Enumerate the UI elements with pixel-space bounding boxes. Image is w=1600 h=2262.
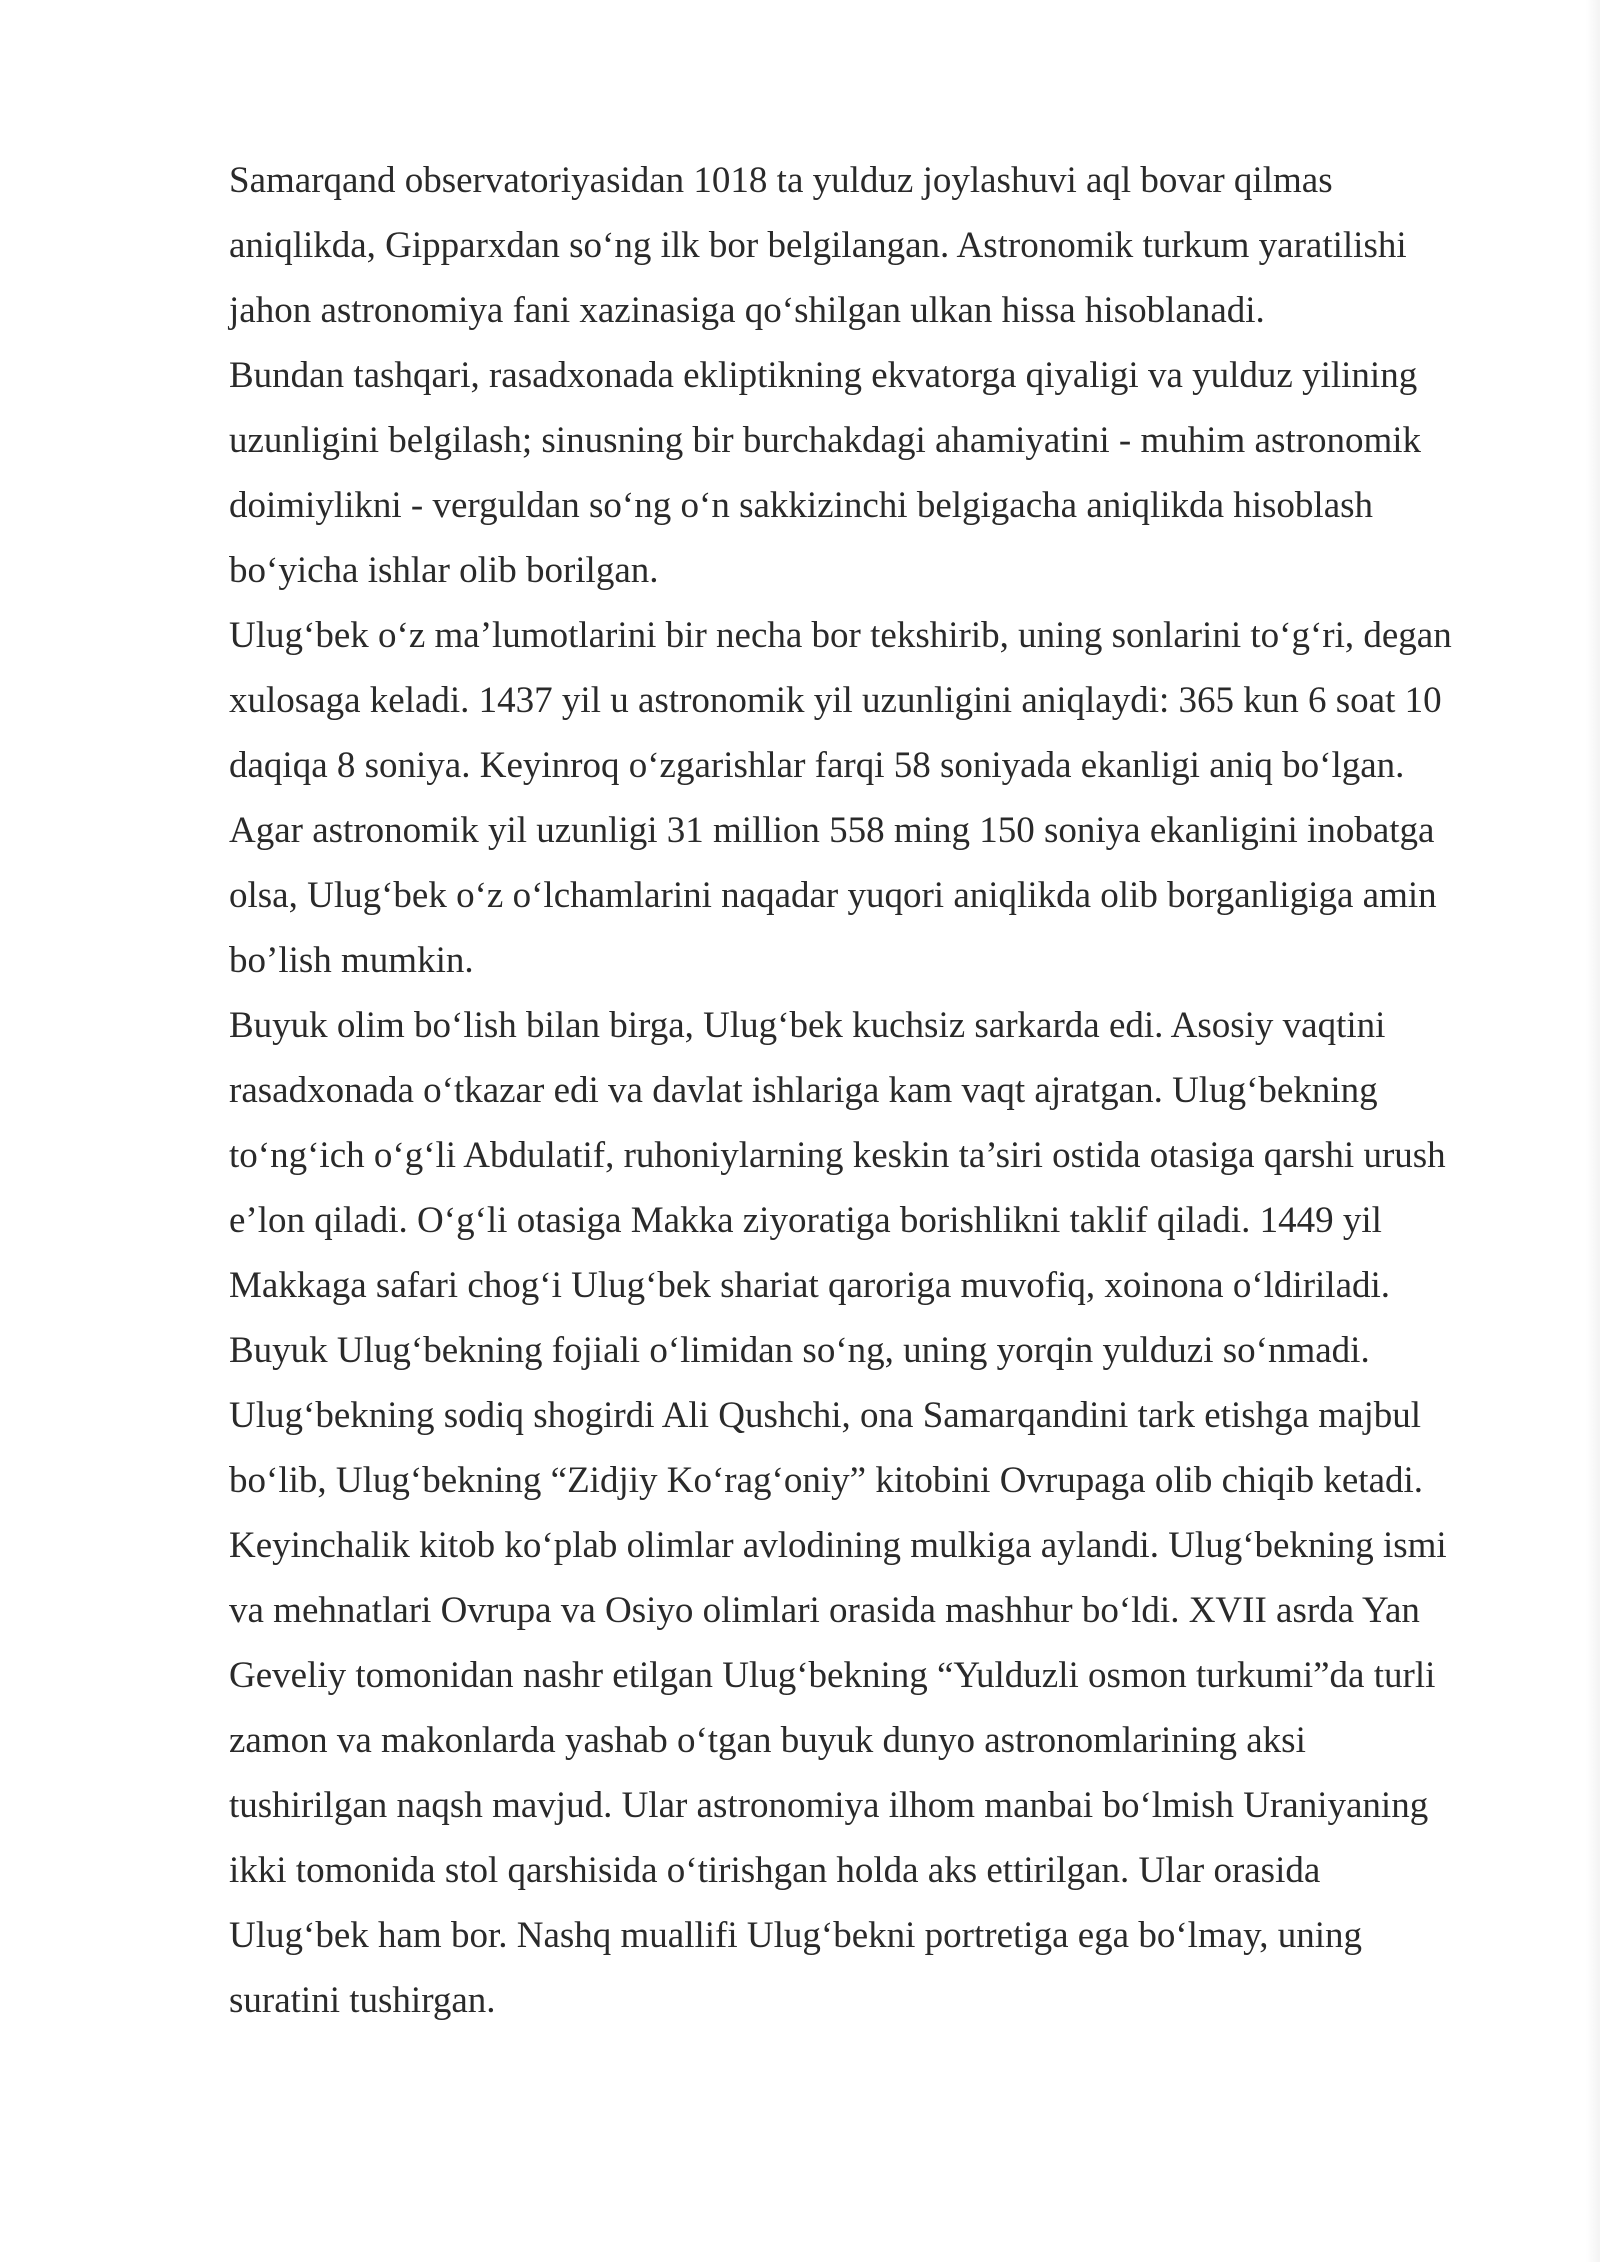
text-line: Agar astronomik yil uzunligi 31 million 558 ming 150 soniya ekanligini inobatga <box>229 810 1435 851</box>
text-line: suratini tushirgan. <box>229 1980 496 2021</box>
text-line: va mehnatlari Ovrupa va Osiyo olimlari orasida mashhur bo‘ldi. XVII asrda Yan <box>229 1590 1420 1631</box>
text-line: bo’lish mumkin. <box>229 940 474 981</box>
text-line: uzunligini belgilash; sinusning bir burchakdagi ahamiyatini - muhim astronomik <box>229 420 1422 461</box>
text-line: zamon va makonlarda yashab o‘tgan buyuk dunyo astronomlarining aksi <box>229 1720 1306 1761</box>
text-line: bo‘lib, Ulug‘bekning “Zidjiy Ko‘rag‘oniy” kitobini Ovrupaga olib chiqib ketadi. <box>229 1460 1424 1501</box>
body-text <box>229 148 1479 2033</box>
text-line: ikki tomonida stol qarshisida o‘tirishgan holda aks ettirilgan. Ular orasida <box>229 1850 1321 1891</box>
text-line: olsa, Ulug‘bek o‘z o‘lchamlarini naqadar yuqori aniqlikda olib borganligiga amin <box>229 875 1437 916</box>
text-line: doimiylikni - verguldan so‘ng o‘n sakkizinchi belgigacha aniqlikda hisoblash <box>229 485 1374 526</box>
text-line: Samarqand observatoriyasidan 1018 ta yulduz joylashuvi aql bovar qilmas <box>229 160 1333 201</box>
text-line: Buyuk Ulug‘bekning fojiali o‘limidan so‘ng, uning yorqin yulduzi so‘nmadi. <box>229 1330 1370 1371</box>
text-line: jahon astronomiya fani xazinasiga qo‘shilgan ulkan hissa hisoblanadi. <box>229 290 1265 331</box>
text-line: rasadxonada o‘tkazar edi va davlat ishlariga kam vaqt ajratgan. Ulug‘bekning <box>229 1070 1378 1111</box>
text-line: Ulug‘bek o‘z ma’lumotlarini bir necha bor tekshirib, uning sonlarini to‘g‘ri, degan <box>229 615 1452 656</box>
text-line: Ulug‘bek ham bor. Nashq muallifi Ulug‘bekni portretiga ega bo‘lmay, uning <box>229 1915 1363 1956</box>
text-line: xulosaga keladi. 1437 yil u astronomik yil uzunligini aniqlaydi: 365 kun 6 soat 10 <box>229 680 1442 721</box>
text-line: Geveliy tomonidan nashr etilgan Ulug‘bekning “Yulduzli osmon turkumi”da turli <box>229 1655 1436 1696</box>
text-line: Makkaga safari chog‘i Ulug‘bek shariat qaroriga muvofiq, xoinona o‘ldiriladi. <box>229 1265 1391 1306</box>
text-line: Bundan tashqari, rasadxonada ekliptikning ekvatorga qiyaligi va yulduz yilining <box>229 355 1418 396</box>
page-edge-shadow <box>1586 0 1600 2262</box>
text-line: daqiqa 8 soniya. Keyinroq o‘zgarishlar farqi 58 soniyada ekanligi aniq bo‘lgan. <box>229 745 1405 786</box>
text-line: bo‘yicha ishlar olib borilgan. <box>229 550 659 591</box>
text-line: Keyinchalik kitob ko‘plab olimlar avlodining mulkiga aylandi. Ulug‘bekning ismi <box>229 1525 1447 1566</box>
text-line: e’lon qiladi. O‘g‘li otasiga Makka ziyoratiga borishlikni taklif qiladi. 1449 yil <box>229 1200 1382 1241</box>
text-line: Ulug‘bekning sodiq shogirdi Ali Qushchi, ona Samarqandini tark etishga majbul <box>229 1395 1422 1436</box>
text-line: Buyuk olim bo‘lish bilan birga, Ulug‘bek kuchsiz sarkarda edi. Asosiy vaqtini <box>229 1005 1386 1046</box>
text-line: to‘ng‘ich o‘g‘li Abdulatif, ruhoniylarning keskin ta’siri ostida otasiga qarshi urush <box>229 1135 1446 1176</box>
text-line: aniqlikda, Gipparxdan so‘ng ilk bor belgilangan. Astronomik turkum yaratilishi <box>229 225 1407 266</box>
text-line: tushirilgan naqsh mavjud. Ular astronomiya ilhom manbai bo‘lmish Uraniyaning <box>229 1785 1429 1826</box>
